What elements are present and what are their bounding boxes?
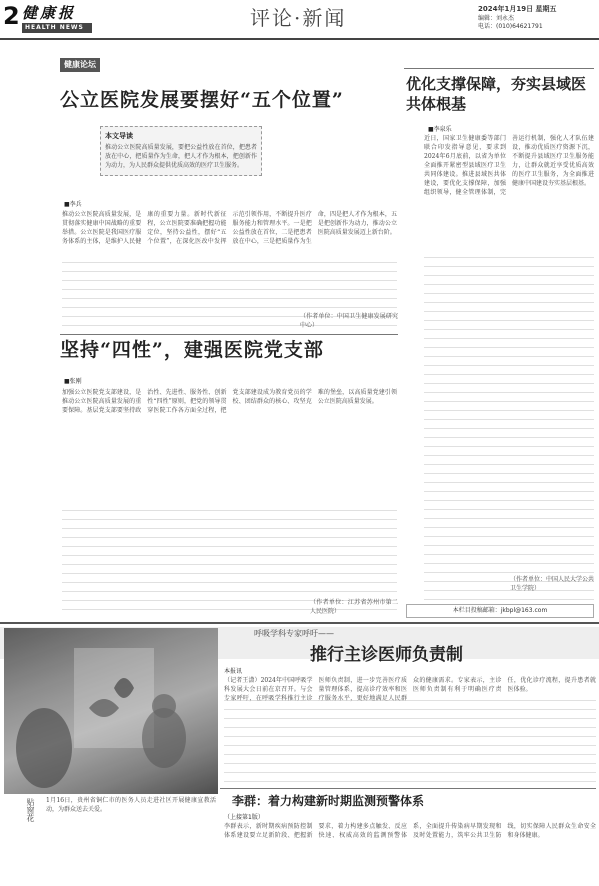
article1-headline: 公立医院发展要摆好“五个位置” (60, 89, 344, 111)
article1-body: 推动公立医院高质量发展，是贯彻落实健康中国战略的重要举措。公立医院是我国医疗服务体系的主体，是维护人民健康的重要力量。新时代新征程，公立医院要准确把握功能定位，坚持公益性，摆好“五个位置”，在深化医改中发挥示范引领作用，不断提升医疗服务能力和管理水平。一是把公益性放在首位，二是把患者放在中心，三是把质量作为生命，四是把人才作为根本，五是把创新作为动力，推动公立医院高质量发展迈上新台阶。 (62, 211, 397, 245)
article3-headline: 坚持“四性”，建强医院党支部 (60, 339, 324, 361)
editor-line: 编辑：刘永杰 (478, 15, 515, 22)
banner-kicker: 呼吸学科专家呼吁—— (254, 629, 334, 638)
article1-summary-box (100, 126, 262, 176)
email-note: 本栏目投稿邮箱：jkbpl@163.com (406, 604, 594, 618)
feature-headline: 李群：着力构建新时期监测预警体系 (232, 794, 425, 808)
article2-unit: （作者单位：中国人民大学公共卫生学院） (510, 576, 594, 591)
feature-body: 李群表示，新时期疾病预防控制体系建设要立足新阶段、把握新要求，着力构建多点触发、反应快速、权威高效的监测预警体系，全面提升传染病早期发现和及时处置能力，筑牢公共卫生防线，切实保障人民群众生命安全和身体健康。 (224, 823, 596, 839)
article1-unit: （作者单位：中国卫生健康发展研究中心） (300, 313, 398, 328)
article3-text-block (62, 510, 397, 610)
masthead (22, 5, 102, 33)
issue-date: 2024年1月19日 星期五 (478, 5, 557, 13)
news-byline: 本报讯 (224, 668, 243, 675)
section-title: 评论·新闻 (250, 6, 347, 30)
article1-byline: ■李兵 (64, 201, 82, 208)
photo-credit: 贴窗花 (26, 798, 35, 822)
article1-callout: 本文导读 (105, 132, 133, 140)
masthead-cn: 健康报 (22, 4, 77, 22)
article2-text-block (424, 256, 594, 600)
article2-byline: ■李泉乐 (428, 126, 452, 133)
issue-info (478, 4, 596, 31)
article3-unit: （作者单位：江苏省苏州市第二人民医院） (310, 599, 398, 614)
article3-divider (60, 334, 398, 335)
forum-tag: 健康论坛 (60, 58, 100, 72)
article2-divider (404, 68, 594, 69)
page-number: 2 (3, 2, 20, 30)
feature-divider (220, 788, 596, 789)
news-text-block (224, 700, 596, 782)
photo-illustration (4, 628, 218, 794)
banner-top-rule (0, 622, 599, 624)
phone-line: 电话：(010)64621791 (478, 23, 543, 30)
feature-source: （上接第1版） (224, 814, 264, 821)
photo-caption: 1月16日，贵州省铜仁市的医务人员走进社区开展健康宣教活动，为群众送去关爱。 (46, 797, 216, 813)
news-photo (4, 628, 218, 794)
article3-byline: ■张刚 (64, 378, 82, 385)
banner-headline: 推行主诊医师负责制 (310, 645, 463, 665)
article3-body: 加强公立医院党支部建设，是推动公立医院高质量发展的重要保障。基层党支部要坚持政治性、先进性、服务性、创新性“四性”原则，把党的领导贯穿医院工作各方面全过程，把党支部建设成为教育党员的学校、团结群众的核心、攻坚克难的堡垒，以高质量党建引领公立医院高质量发展。 (62, 389, 397, 414)
article2-headline: 优化支撑保障，夯实县域医共体根基 (406, 75, 587, 113)
masthead-en: HEALTH NEWS (22, 23, 92, 33)
article2-body: 近日，国家卫生健康委等部门联合印发指导意见，要求到2024年6月底前，以省为单位全面推开紧密型县域医疗卫生共同体建设。推进县域医共体建设，要优化支撑保障，加强组织领导，健全管理体制，完善运行机制，强化人才队伍建设，推动优质医疗资源下沉，不断提升县域医疗卫生服务能力，让群众就近享受优质高效的医疗卫生服务，为全面推进健康中国建设夯实基层根基。 (424, 135, 594, 196)
news-body: （记者王潇）2024年中国呼吸学科发展大会日前在京召开。与会专家呼吁，在呼吸学科推行主诊医师负责制，进一步完善医疗质量管理体系，提高诊疗效率和医疗服务水平，更好地满足人民群众的健康需求。专家表示，主诊医师负责制有利于明确医疗责任，优化诊疗流程，提升患者就医体验。 (224, 677, 596, 702)
article1-summary: 推动公立医院高质量发展，要把公益性放在首位，把患者放在中心，把质量作为生命，把人才作为根本，把创新作为动力，为人民群众提供优质高效的医疗卫生服务。 (105, 144, 257, 169)
